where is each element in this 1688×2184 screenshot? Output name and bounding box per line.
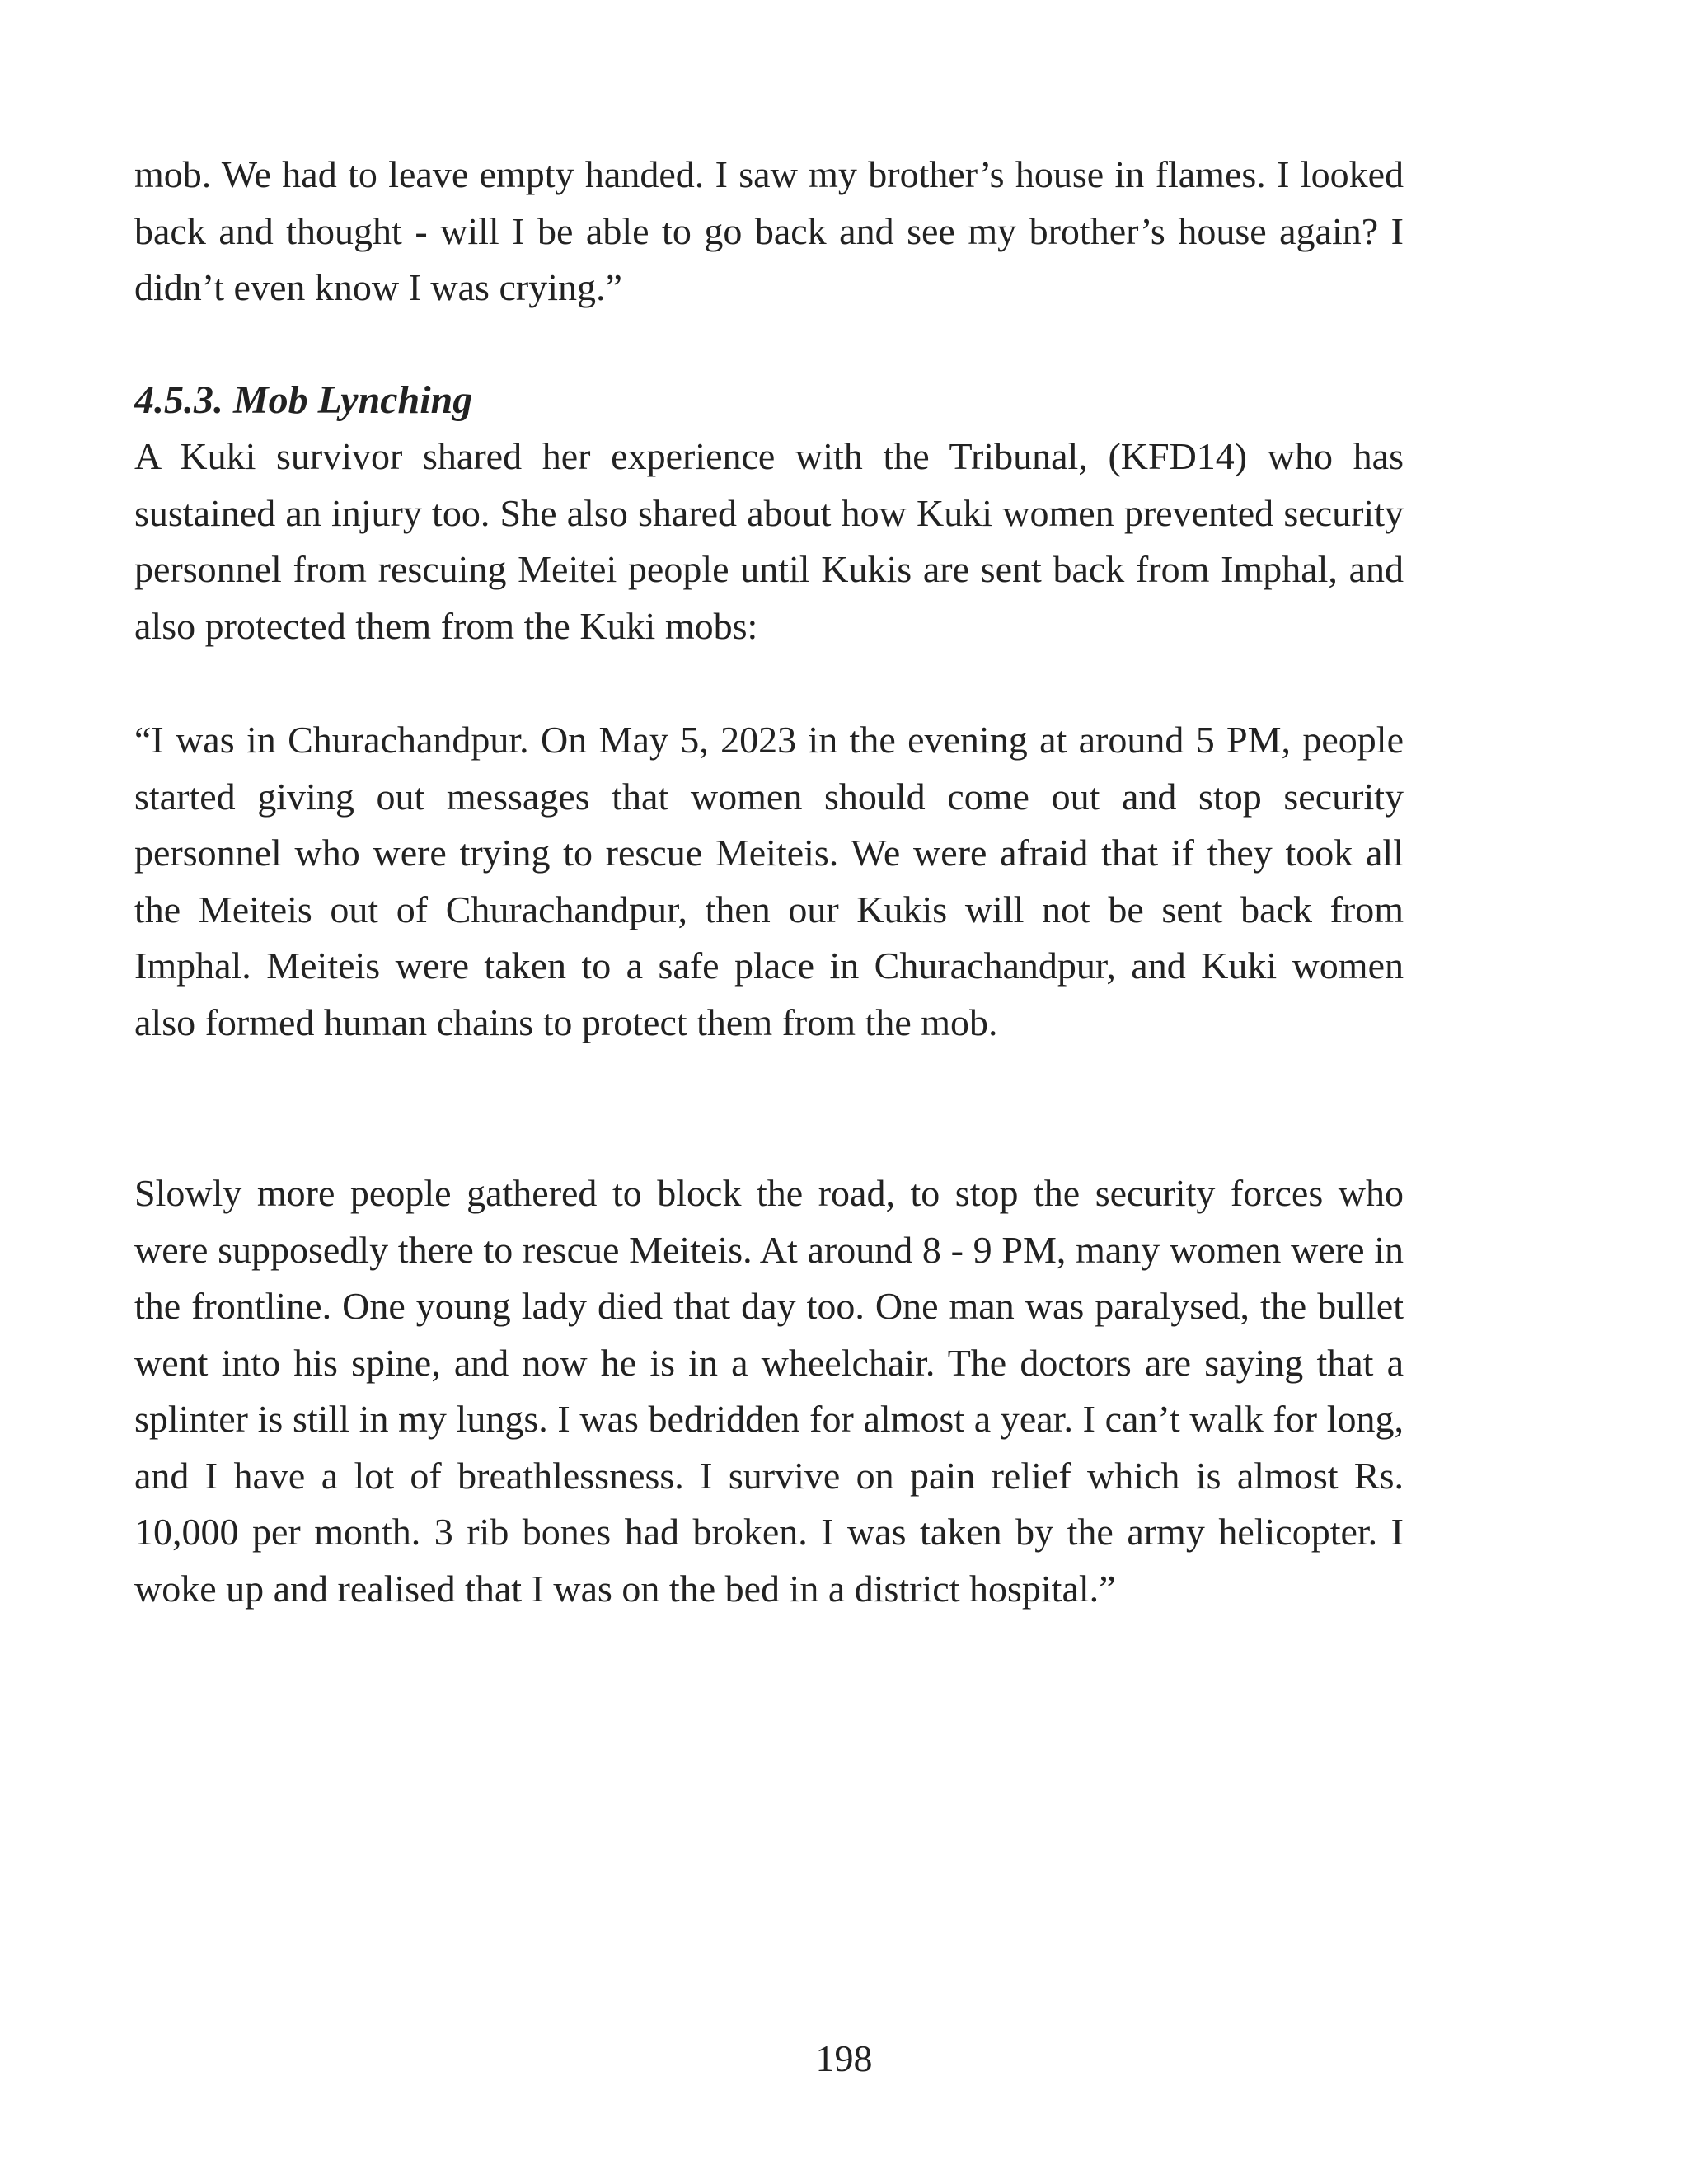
survivor-intro-paragraph: A Kuki survivor shared her experience with the Tribunal, (KFD14) who has sustained an injury too. She also shared about how Kuki women prevented security personnel from rescuing Meitei people until Kukis are sent back from Imphal, and also protected them from the Kuki mobs: — [134, 435, 1404, 647]
intro-paragraph: mob. We had to leave empty handed. I saw my brother’s house in flames. I looked back and thought - will I be able to go back and see my brother’s house again? I didn’t even know I was crying.” — [134, 153, 1404, 308]
testimony-quote-part-2: Slowly more people gathered to block the road, to stop the security forces who were supposedly there to rescue Meiteis. At around 8 - 9 PM, many women were in the frontline. One young lady died that day too. One man was paralysed, the bullet went into his spine, and now he is in a wheelchair. The doctors are saying that a splinter is still in my lungs. I was bedridden for almost a year. I can’t walk for long, and I have a lot of breathlessness. I survive on pain relief which is almost Rs. 10,000 per month. 3 rib bones had broken. I was taken by the army helicopter. I woke up and realised that I was on the bed in a district hospital.” — [134, 1172, 1404, 1610]
page-number: 198 — [815, 2037, 873, 2079]
testimony-quote-part-1: “I was in Churachandpur. On May 5, 2023 in the evening at around 5 PM, people started giving out messages that women should come out and stop security personnel who were trying to rescue Meiteis. We were afraid that if they took all the Meiteis out of Churachandpur, then our Kukis will not be sent back from Imphal. Meiteis were taken to a safe place in Churachandpur, and Kuki women also formed human chains to protect them from the mob. — [134, 719, 1404, 1043]
section-heading: 4.5.3. Mob Lynching — [134, 378, 473, 422]
